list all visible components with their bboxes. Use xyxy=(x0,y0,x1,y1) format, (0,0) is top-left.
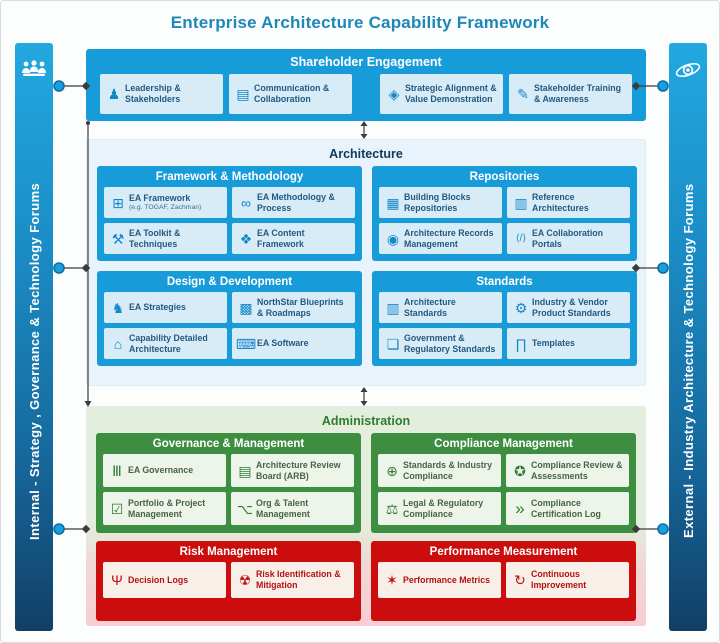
bank-columns-icon: Ⅲ xyxy=(112,462,122,479)
item-standards-industry-compliance: ⊕ Standards & Industry Compliance xyxy=(378,454,501,487)
design-development-title: Design & Development xyxy=(166,276,293,288)
compliance-management-box xyxy=(371,433,636,533)
framework-methodology-title: Framework & Methodology xyxy=(155,171,304,183)
standards-title: Standards xyxy=(476,276,533,288)
diamond-gem-icon: ◈ xyxy=(388,86,400,102)
chess-strategy-icon: ♞ xyxy=(111,299,125,316)
decision-branch-icon: Ψ xyxy=(111,572,123,588)
administration-section xyxy=(86,406,646,626)
pagoda-icon: ⌂ xyxy=(113,335,123,352)
right-sidebar-label: External - Industry Architecture & Technology Forums xyxy=(680,183,696,539)
checklist-icon: ☑ xyxy=(110,500,124,517)
item-reference-architectures: ▥ Reference Architectures xyxy=(507,187,630,218)
risk-management-title: Risk Management xyxy=(179,546,278,558)
item-ea-toolkit-techniques: ⚒ EA Toolkit & Techniques xyxy=(104,223,227,254)
hammer-tools-icon: ⚒ xyxy=(111,230,125,247)
right-link-architecture xyxy=(631,260,671,276)
governance-management-title: Governance & Management xyxy=(152,438,305,450)
shareholder-items-row xyxy=(100,74,632,114)
standards-box xyxy=(372,271,637,366)
factory-icon: ⚙ xyxy=(514,299,528,316)
award-badge-icon: ✪ xyxy=(514,462,526,479)
item-capability-detailed-architecture: ⌂ Capability Detailed Architecture xyxy=(104,328,227,359)
radar-metrics-icon: ✶ xyxy=(386,572,398,588)
left-link-architecture xyxy=(51,260,91,276)
bricks-icon: ▦ xyxy=(386,194,400,211)
cycle-icon: ↻ xyxy=(514,572,526,588)
item-architecture-standards: ▥ Architecture Standards xyxy=(379,292,502,323)
performance-measurement-title: Performance Measurement xyxy=(429,546,578,558)
globe-icon: ⊕ xyxy=(386,462,398,479)
item-ea-content-framework: ❖ EA Content Framework xyxy=(232,223,355,254)
item-compliance-certification-log: » Compliance Certification Log xyxy=(506,492,629,525)
item-org-talent-management: ⌥ Org & Talent Management xyxy=(231,492,354,525)
governance-management-box xyxy=(96,433,361,533)
item-building-blocks-repositories: ▦ Building Blocks Repositories xyxy=(379,187,502,218)
qr-blueprint-icon: ▩ xyxy=(239,299,253,316)
item-government-regulatory-standards: ❏ Government & Regulatory Standards xyxy=(379,328,502,359)
item-architecture-review-board: ▤ Architecture Review Board (ARB) xyxy=(231,454,354,487)
regulation-book-icon: ❏ xyxy=(386,335,400,352)
grid-framework-icon: ⊞ xyxy=(112,194,124,211)
repositories-box xyxy=(372,166,637,261)
item-compliance-review-assessments: ✪ Compliance Review & Assessments xyxy=(506,454,629,487)
reference-books-icon: ▥ xyxy=(514,194,528,211)
code-portal-icon: ⟨/⟩ xyxy=(515,232,527,244)
left-sidebar-label: Internal - Strategy , Governance & Technology Forums xyxy=(26,182,42,540)
item-legal-regulatory-compliance: ⚖ Legal & Regulatory Compliance xyxy=(378,492,501,525)
item-stakeholder-training: ✎ Stakeholder Training & Awareness xyxy=(509,74,632,114)
item-ea-software: ⌨ EA Software xyxy=(232,328,355,359)
item-ea-collaboration-portals: ⟨/⟩ EA Collaboration Portals xyxy=(507,223,630,254)
records-disc-icon: ◉ xyxy=(386,230,400,247)
meeting-people-icon xyxy=(21,53,47,87)
item-strategic-alignment: ◈ Strategic Alignment & Value Demonstration xyxy=(380,74,503,114)
shareholder-engagement-title: Shareholder Engagement xyxy=(290,55,442,69)
column-template-icon: ∏ xyxy=(515,335,527,352)
content-cluster-icon: ❖ xyxy=(239,230,253,247)
left-sidebar-internal-forums xyxy=(15,43,53,631)
item-decision-logs: Ψ Decision Logs xyxy=(103,562,226,598)
connector-architecture-administration xyxy=(357,387,371,406)
item-risk-identification-mitigation: ☢ Risk Identification & Mitigation xyxy=(231,562,354,598)
connector-shareholder-architecture xyxy=(357,121,371,139)
page-title: Enterprise Architecture Capability Framework xyxy=(170,13,550,32)
newspaper-icon: ▤ xyxy=(236,86,250,102)
design-development-box xyxy=(97,271,362,366)
item-ea-framework: ⊞ EA Framework (e.g. TOGAF, Zachman) xyxy=(104,187,227,218)
item-templates: ∏ Templates xyxy=(507,328,630,359)
compliance-management-title: Compliance Management xyxy=(434,438,573,450)
eye-orbit-icon xyxy=(674,53,702,87)
radiation-icon: ☢ xyxy=(238,572,252,588)
right-sidebar-external-forums xyxy=(669,43,707,631)
repositories-title: Repositories xyxy=(469,171,540,183)
item-industry-vendor-product-standards: ⚙ Industry & Vendor Product Standards xyxy=(507,292,630,323)
review-document-icon: ▤ xyxy=(238,462,252,479)
org-chart-icon: ⌥ xyxy=(236,500,254,517)
standards-books-icon: ▥ xyxy=(386,299,400,316)
presenter-icon: ✎ xyxy=(517,86,529,102)
item-continuous-improvement: ↻ Continuous Improvement xyxy=(506,562,629,598)
framework-methodology-box xyxy=(97,166,362,261)
right-link-administration xyxy=(631,521,671,537)
performance-measurement-box xyxy=(371,541,636,621)
risk-management-box xyxy=(96,541,361,621)
item-communication-collaboration: ▤ Communication & Collaboration xyxy=(229,74,352,114)
item-ea-governance: Ⅲ EA Governance xyxy=(103,454,226,487)
item-ea-strategies: ♞ EA Strategies xyxy=(104,292,227,323)
infinity-process-icon: ∞ xyxy=(241,194,251,211)
podium-icon: ♟ xyxy=(107,86,121,102)
item-architecture-records-management: ◉ Architecture Records Management xyxy=(379,223,502,254)
shareholder-engagement-section xyxy=(86,49,646,121)
architecture-section xyxy=(86,139,646,386)
left-link-administration xyxy=(51,521,91,537)
software-monitor-icon: ⌨ xyxy=(235,335,257,352)
left-link-shareholder xyxy=(51,78,91,94)
fast-forward-icon: » xyxy=(515,499,525,518)
item-ea-methodology-process: ∞ EA Methodology & Process xyxy=(232,187,355,218)
item-portfolio-project-management: ☑ Portfolio & Project Management xyxy=(103,492,226,525)
item-northstar-blueprints-roadmaps: ▩ NorthStar Blueprints & Roadmaps xyxy=(232,292,355,323)
right-link-shareholder xyxy=(631,78,671,94)
item-leadership-stakeholders: ♟ Leadership & Stakeholders xyxy=(100,74,223,114)
architecture-title: Architecture xyxy=(329,147,403,161)
gavel-icon: ⚖ xyxy=(385,500,399,517)
administration-title: Administration xyxy=(321,414,411,428)
item-performance-metrics: ✶ Performance Metrics xyxy=(378,562,501,598)
